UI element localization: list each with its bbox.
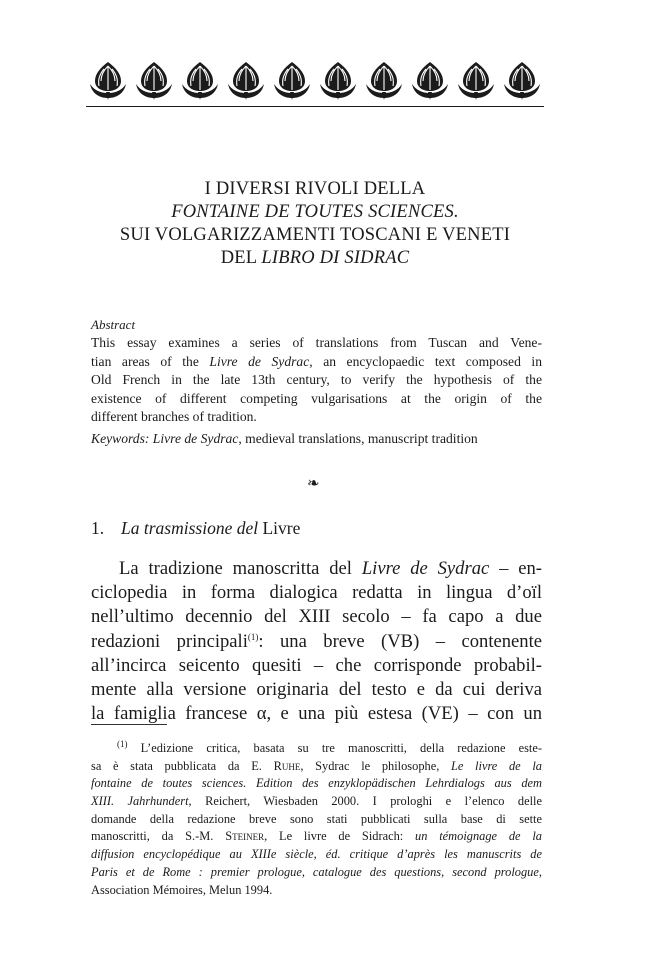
fleur-ornament-icon (362, 58, 406, 102)
footnote-marker: (1) (117, 738, 128, 749)
body-line: la famiglia francese α, e una più estesa (VE) – con un (91, 703, 542, 725)
keywords-rest: , medieval translations, manuscript tradition (238, 431, 478, 446)
section-number: 1. (91, 518, 105, 538)
footnote-italic: Paris et de Rome : premier prologue, catalogue des questions, second prologue (91, 864, 539, 879)
footnote-line (91, 740, 542, 758)
footnote-author: Ruhe (273, 758, 301, 773)
fleur-ornament-icon (224, 58, 268, 102)
body-fragment: redazioni principali (91, 630, 248, 652)
keywords-label: Keywords: (91, 431, 153, 446)
footnote-fragment: sa è stata pubblicata da E. (91, 758, 274, 773)
abstract-fragment: , an encyclopaedic text composed in (309, 353, 542, 369)
header-ornament-row (86, 58, 544, 102)
footnote-italic: fontaine de toutes sciences. Edition des enzyklopädischen Lehrdialogs aus dem (91, 776, 542, 791)
footnote-fragment: , Sydrac le philosophe, (300, 758, 451, 773)
body-fragment: – en- (489, 558, 543, 579)
footnote-reference[interactable]: (1) (247, 631, 259, 642)
footnote-line (91, 846, 542, 864)
footnote-line (91, 758, 542, 776)
body-line (91, 630, 542, 654)
abstract-line: This essay examines a series of translations from Tuscan and Vene- (91, 335, 542, 350)
keywords (91, 430, 542, 448)
footnote-fragment: L’edizione critica, basata su tre manoscritti, della redazione este- (127, 741, 542, 755)
fleur-ornament-icon (454, 58, 498, 102)
fleur-ornament-icon (500, 58, 544, 102)
fleur-ornament-icon (408, 58, 452, 102)
title-line-3: SUI VOLGARIZZAMENTI TOSCANI E VENETI (119, 225, 511, 245)
footnote-line (91, 828, 542, 846)
title-line-2: FONTAINE DE TOUTES SCIENCES. (171, 202, 459, 222)
footnote-line: domande della redazione breve sono stati pubblicati sulla base di sette (91, 811, 542, 826)
footnote-italic: XIII. Jahrhundert (91, 794, 189, 809)
body-paragraph (91, 557, 542, 726)
footnote-italic: Le livre de la (450, 758, 542, 773)
abstract-label: Abstract (91, 317, 136, 332)
fleur-ornament-icon (316, 58, 360, 102)
footnote-fragment: , Reichert, Wiesbaden 2000. I prologhi e l’elenco delle (188, 794, 542, 809)
footnote (91, 740, 542, 899)
footnote-rule (91, 724, 167, 725)
footnote-line: Association Mémoires, Melun 1994. (91, 882, 273, 897)
body-line: mente alla versione originaria del testo e da cui deriva (91, 678, 542, 700)
section-title: La trasmissione del (121, 518, 263, 538)
header-rule (86, 106, 544, 107)
fleur-ornament-icon (86, 58, 130, 102)
body-line: nell’ultimo decennio del XIII secolo – fa capo a due (91, 606, 542, 628)
keywords-italic: Livre de Sydrac (152, 431, 239, 446)
footnote-line (91, 775, 542, 793)
fleur-ornament-icon (270, 58, 314, 102)
section-heading (91, 518, 300, 539)
body-line (91, 557, 542, 581)
footnote-fragment: manoscritti, da S.-M. (91, 829, 226, 844)
title-line-1: I DIVERSI RIVOLI DELLA (204, 179, 426, 199)
fleuron-divider-icon: ❧ (307, 476, 320, 492)
footnote-author: Steiner (225, 829, 265, 844)
body-line: all’incirca seicento quesiti – che corrisponde probabil- (91, 654, 542, 676)
title-line-4 (86, 247, 544, 270)
body-italic-title: Livre de Sydrac (361, 558, 490, 579)
title-line-4-italic: LIBRO DI SIDRAC (261, 248, 410, 268)
abstract-text (91, 334, 542, 427)
footnote-fragment: , (538, 864, 542, 879)
abstract-line: existence of different competing vulgarisations at the origin of the (91, 390, 542, 406)
title-line-4-prefix: DEL (220, 248, 262, 268)
fleur-ornament-icon (132, 58, 176, 102)
abstract-fragment: tian areas of the (91, 353, 210, 369)
footnote-fragment: , Le livre de Sidrach: (264, 829, 416, 844)
abstract-line: Old French in the late 13th century, to verify the hypothesis of the (91, 372, 542, 388)
article-title (86, 178, 544, 270)
footnote-italic: un témoignage de la (415, 829, 542, 844)
fleur-ornament-icon (178, 58, 222, 102)
footnote-italic: diffusion encyclopédique au XIIIe siècle, éd. critique d’après les manuscrits de (91, 847, 542, 862)
footnote-line (91, 864, 542, 882)
body-fragment: La tradizione manoscritta del (119, 558, 362, 579)
body-line: ciclopedia in forma dialogica redatta in lingua d’oïl (91, 582, 542, 604)
abstract-italic-title: Livre de Sydrac (209, 353, 310, 369)
section-title-roman: Livre (262, 518, 301, 538)
footnote-line (91, 793, 542, 811)
abstract-line: different branches of tradition. (91, 409, 257, 425)
abstract-line (91, 353, 542, 372)
body-fragment: : una breve (VB) – contenente (258, 630, 543, 652)
